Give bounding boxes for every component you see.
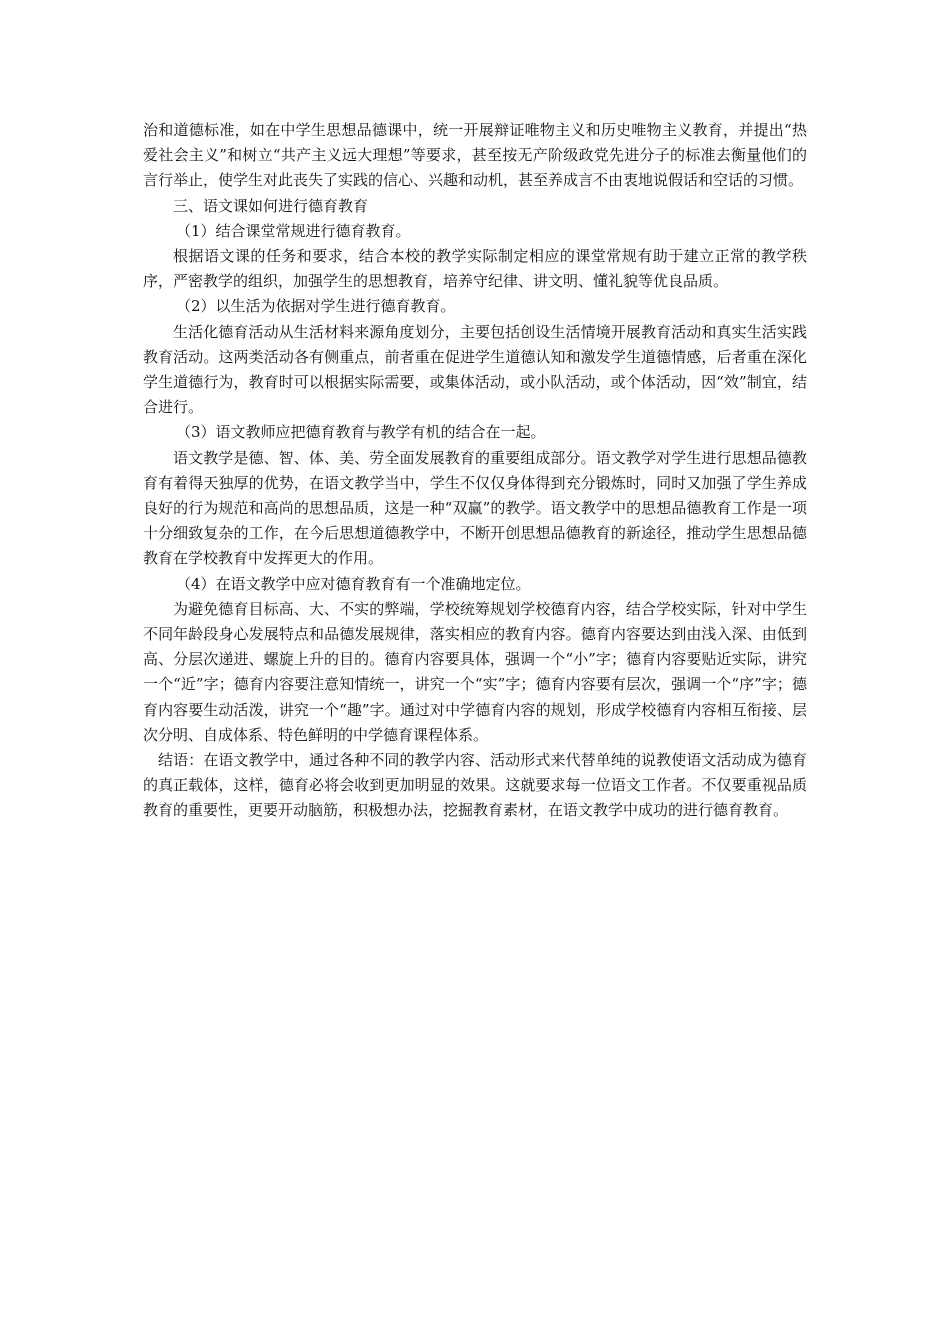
- subsection-2-paragraph: 生活化德育活动从生活材料来源角度划分，主要包括创设生活情境开展教育活动和真实生活实践教育活动。这两类活动各有侧重点，前者重在促进学生道德认知和激发学生道德情感，后者重在深化学生道德行为，教育时可以根据实际需要，或集体活动，或小队活动，或个体活动，因“效”制宜，结合进行。: [143, 322, 807, 417]
- intro-paragraph: 治和道德标准，如在中学生思想品德课中，统一开展辩证唯物主义和历史唯物主义教育，并提出“热爱社会主义”和树立“共产主义远大理想”等要求，甚至按无产阶级政党先进分子的标准去衡量他们的言行举止，使学生对此丧失了实践的信心、兴趣和动机，甚至养成言不由衷地说假话和空话的习惯。: [143, 121, 807, 190]
- subsection-1-heading: （1）结合课堂常规进行德育教育。: [176, 221, 411, 240]
- subsection-1-paragraph: 根据语文课的任务和要求，结合本校的教学实际制定相应的课堂常规有助于建立正常的教学秩序，严密教学的组织，加强学生的思想教育，培养守纪律、讲文明、懂礼貌等优良品质。: [143, 247, 807, 291]
- conclusion-paragraph: 结语：在语文教学中，通过各种不同的教学内容、活动形式来代替单纯的说教使语文活动成为德育的真正载体，这样，德育必将会收到更加明显的效果。这就要求每一位语文工作者。不仅要重视品质教育的重要性，更要开动脑筋，积极想办法，挖掘教育素材，在语文教学中成功的进行德育教育。: [143, 751, 807, 820]
- subsection-3-paragraph: 语文教学是德、智、体、美、劳全面发展教育的重要组成部分。语文教学对学生进行思想品德教育有着得天独厚的优势，在语文教学当中，学生不仅仅身体得到充分锻炼时，同时又加强了学生养成良好的行为规范和高尚的思想品质，这是一种“双赢”的教学。语文教学中的思想品德教育工作是一项十分细致复杂的工作，在今后思想道德教学中，不断开创思想品德教育的新途径，推动学生思想品德教育在学校教育中发挥更大的作用。: [143, 448, 807, 568]
- subsection-2-heading: （2）以生活为依据对学生进行德育教育。: [176, 297, 456, 316]
- subsection-4-paragraph: 为避免德育目标高、大、不实的弊端，学校统筹规划学校德育内容，结合学校实际，针对中学生不同年龄段身心发展特点和品德发展规律，落实相应的教育内容。德育内容要达到由浅入深、由低到高、分层次递进、螺旋上升的目的。德育内容要具体，强调一个“小”字；德育内容要贴近实际，讲究一个“近”字；德育内容要注意知情统一，讲究一个“实”字；德育内容要有层次，强调一个“序”字；德育内容要生动活泼，讲究一个“趣”字。通过对中学德育内容的规划，形成学校德育内容相互衔接、层次分明、自成体系、特色鲜明的中学德育课程体系。: [143, 599, 807, 744]
- subsection-4-heading: （4）在语文教学中应对德育教育有一个准确地定位。: [176, 574, 531, 593]
- document-body: [143, 118, 807, 824]
- section-3-heading: 三、语文课如何进行德育教育: [173, 196, 369, 215]
- subsection-3-heading: （3）语文教师应把德育教育与教学有机的结合在一起。: [176, 423, 546, 442]
